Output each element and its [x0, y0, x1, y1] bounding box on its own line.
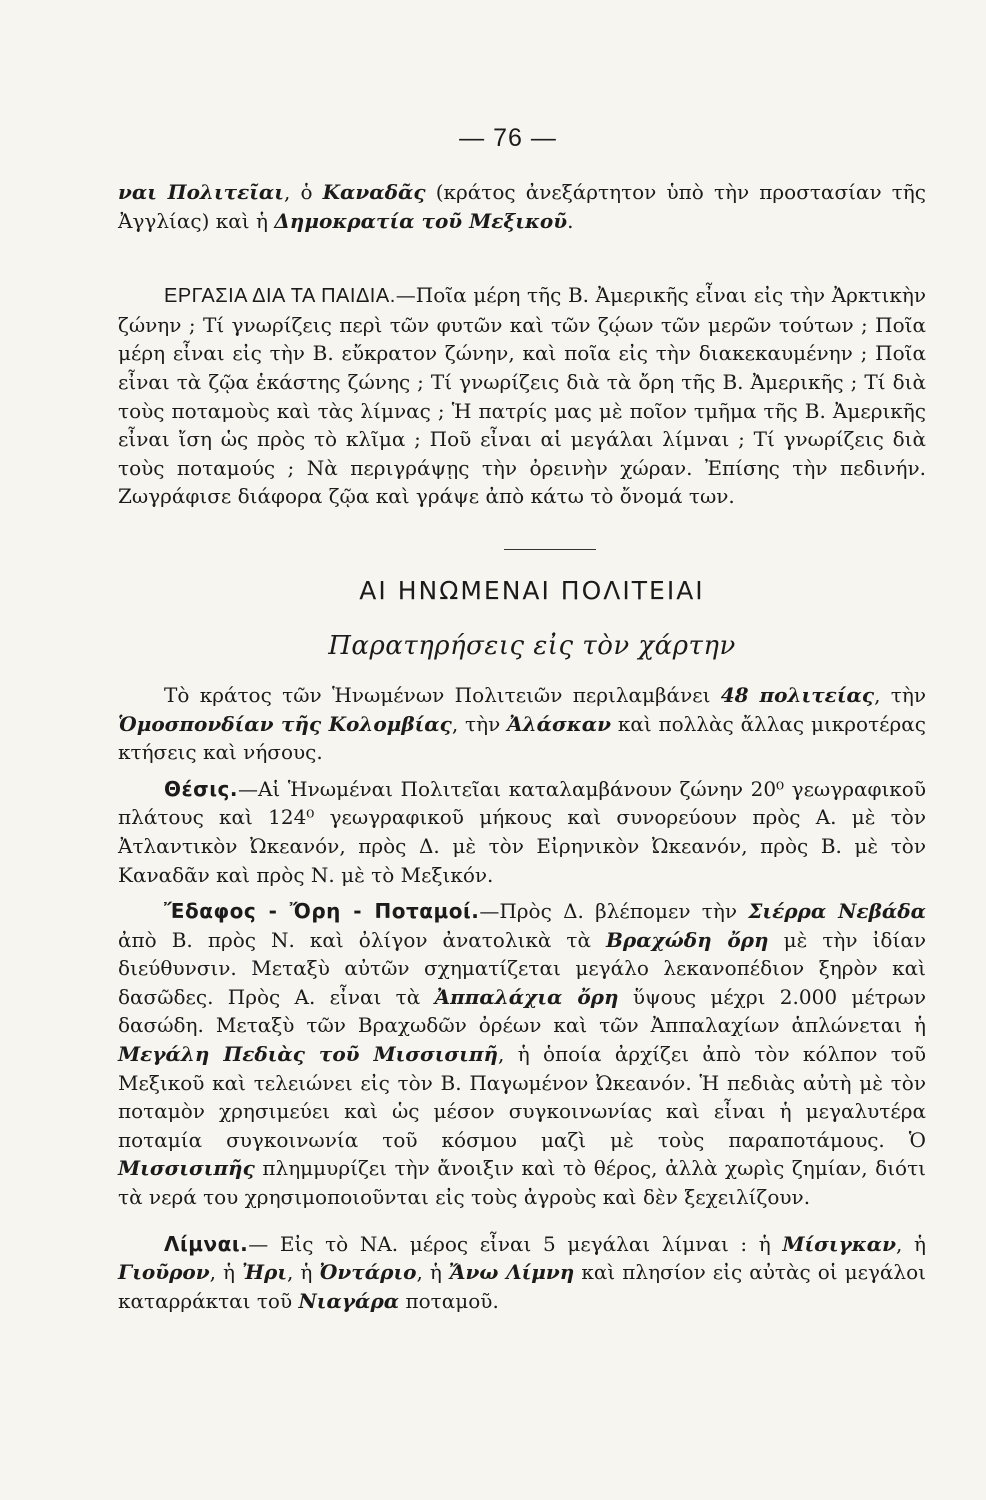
continuation-paragraph: ναι Πολιτεῖαι, ὁ Καναδᾶς (κράτος ἀνεξάρτητον ὑπὸ τὴν προστασίαν τῆς Ἀγγλίας) καὶ ἡ Δημοκρατία τοῦ Μεξικοῦ. [118, 180, 926, 233]
page-number: — 76 — [459, 124, 557, 152]
lakes-paragraph: Λίμναι.— Εἰς τὸ ΝΑ. μέρος εἶναι 5 μεγάλαι λίμναι : ἡ Μίσιγκαν, ἡ Γιοῦρον, ἡ Ἠρι, ἡ Ὀντάριο, ἡ Ἄνω Λίμνη καὶ πλησίον εἰς αὐτὰς οἱ μεγάλοι καταρράκται τοῦ Νιαγάρα ποταμοῦ. [118, 1231, 926, 1313]
work-text: —Ποῖα μέρη τῆς Β. Ἀμερικῆς εἶναι εἰς τὴν Ἀρκτικὴν ζώνην ; Τί γνωρίζεις περὶ τῶν φυτῶν καὶ τῶν ζῴων τῶν μερῶν τούτων ; Ποῖα μέρη εἶναι εἰς τὴν Β. εὔκρατον ζώνην, καὶ ποῖα εἰς τὴν διακεκαυμένην ; Ποῖα εἶναι τὰ ζῷα ἑκάστης ζώνης ; Τί γνωρίζεις διὰ τὰ ὄρη τῆς Β. Ἀμερικῆς ; Τί διὰ τοὺς ποταμοὺς καὶ τὰς λίμνας ; Ἡ πατρίς μας μὲ ποῖον τμῆμα τῆς Β. Ἀμερικῆς εἶναι ἴση ὡς πρὸς τὸ κλῖμα ; Ποῦ εἶναι αἱ μεγάλαι λίμναι ; Τί γνωρίζεις διὰ τοὺς ποταμούς ; Νὰ περιγράψῃς τὴν ὀρεινὴν χώραν. Ἐπίσης τὴν πεδινήν. Ζωγράφισε διάφορα ζῷα καὶ γράψε ἀπὸ κάτω τὸ ὄνομά των. [118, 283, 926, 509]
emph-appalachians: Ἀππαλάχια ὄρη [434, 984, 619, 1009]
section-subtitle: Παρατηρήσεις εἰς τὸν χάρτην [328, 630, 736, 661]
emph-michigan: Μίσιγκαν [782, 1231, 897, 1256]
work-heading: ΕΡΓΑΣΙΑ ΔΙΑ ΤΑ ΠΑΙΔΙΑ. [164, 285, 396, 308]
emph-united-states: ναι Πολιτεῖαι [118, 180, 284, 204]
position-paragraph [118, 775, 926, 889]
position-heading: Θέσις. [164, 776, 238, 801]
emph-niagara: Νιαγάρα [298, 1288, 400, 1313]
emph-48-states: 48 πολιτείας [720, 682, 875, 707]
work-for-children-paragraph [118, 281, 926, 511]
intro-paragraph: Τὸ κράτος τῶν Ἡνωμένων Πολιτειῶν περιλαμβάνει 48 πολιτείας, τὴν Ὁμοσπονδίαν τῆς Κολομβίας, τὴν Ἀλάσκαν καὶ πολλὰς ἄλλας μικροτέρας κτήσεις καὶ νήσους. [118, 682, 926, 765]
emph-mississippi: Μισσισιπῆς [118, 1156, 255, 1181]
emph-colombia: Ὁμοσπονδίαν τῆς Κολομβίας [118, 711, 452, 736]
section-divider [504, 549, 596, 550]
position-text: —Αἱ Ἡνωμέναι Πολιτεῖαι καταλαμβάνουν ζώνην 20⁰ γεωγραφικοῦ πλάτους καὶ 124⁰ γεωγραφικοῦ μήκους καὶ συνορεύουν πρὸς Α. μὲ τὸν Ἀτλαντικὸν Ὠκεανόν, πρὸς Δ. μὲ τὸν Εἰρηνικὸν Ὠκεανόν, πρὸς Β. μὲ τὸν Καναδᾶν καὶ πρὸς Ν. μὲ τὸ Μεξικόν. [118, 776, 926, 887]
section-title: ΑΙ ΗΝΩΜΕΝΑΙ ΠΟΛΙΤΕΙΑΙ [359, 575, 705, 605]
terrain-paragraph: Ἔδαφος - Ὄρη - Ποταμοί.—Πρὸς Δ. βλέπομεν τὴν Σιέρρα Νεβάδα ἀπὸ Β. πρὸς Ν. καὶ ὀλίγον ἀνατολικὰ τὰ Βραχώδη ὄρη μὲ τὴν ἰδίαν διεύθυνσιν. Μεταξὺ αὐτῶν σχηματίζεται μεγάλο λεκανοπέδιον ξηρὸν καὶ δασῶδες. Πρὸς Α. εἶναι τὰ Ἀππαλάχια ὄρη ὕψους μέχρι 2.000 μέτρων δασώδη. Μεταξὺ τῶν Βραχωδῶν ὀρέων καὶ τῶν Ἀππαλαχίων ἁπλώνεται ἡ Μεγάλη Πεδιὰς τοῦ Μισσισιπῆ, ἡ ὁποία ἀρχίζει ἀπὸ τὸν κόλπον τοῦ Μεξικοῦ καὶ τελειώνει εἰς τὸν Β. Παγωμένον Ὠκεανόν. Ἡ πεδιὰς αὐτὴ μὲ τὸν ποταμὸν χρησιμεύει καὶ ὡς μέσον συγκοινωνίας καὶ εἶναι ἡ μεγαλυτέρα ποταμία συγκοινωνία τοῦ κόσμου μαζὶ μὲ τοὺς παραποτάμους. Ὁ Μισσισιπῆς πλημμυρίζει τὴν ἄνοιξιν καὶ τὸ θέρος, ἀλλὰ χωρὶς ζημίαν, διότι τὰ νερά του χρησιμοποιοῦνται εἰς τοὺς ἀγροὺς καὶ δὲν ξεχειλίζουν. [118, 899, 927, 1210]
emph-ontario: Ὀντάριο [319, 1260, 417, 1285]
emph-erie: Ἠρι [242, 1260, 288, 1285]
emph-rocky-mountains: Βραχώδη ὄρη [606, 927, 769, 952]
emph-huron: Γιοῦρον [118, 1260, 210, 1285]
emph-canada: Καναδᾶς [322, 180, 426, 204]
emph-mexico: Δημοκρατία τοῦ Μεξικοῦ [274, 208, 568, 233]
lakes-heading: Λίμναι. [164, 1231, 249, 1256]
terrain-heading: Ἔδαφος - Ὄρη - Ποταμοί. [164, 899, 480, 924]
emph-alaska: Ἀλάσκαν [507, 711, 611, 736]
emph-mississippi-plain: Μεγάλη Πεδιὰς τοῦ Μισσισιπῆ [118, 1042, 499, 1067]
emph-sierra-nevada: Σιέρρα Νεβάδα [748, 899, 926, 924]
emph-superior: Ἄνω Λίμνη [448, 1260, 575, 1285]
